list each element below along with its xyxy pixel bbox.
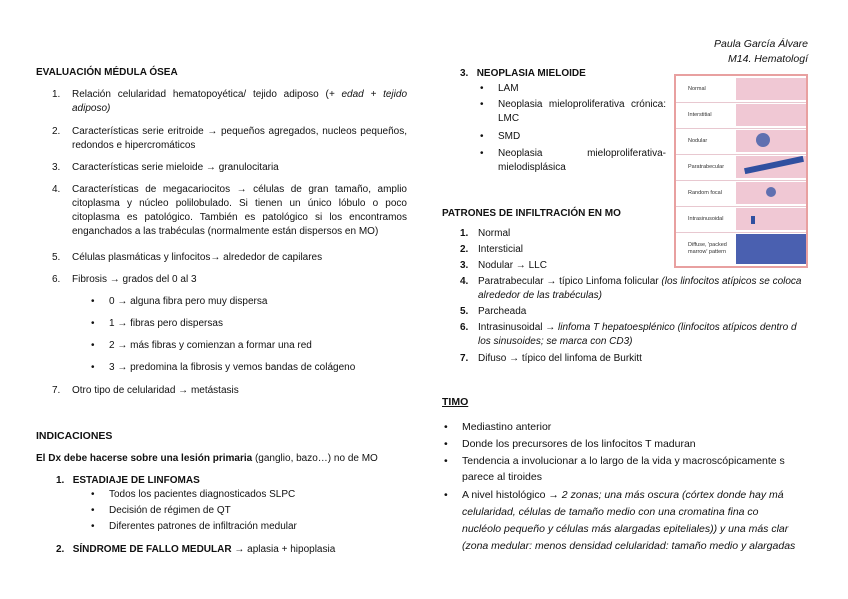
neoplasia-item: • Neoplasia mieloproliferativa-mielodisplásica	[480, 148, 666, 173]
indicaciones-title: INDICACIONES	[36, 430, 113, 442]
estadiaje-heading: 1. ESTADIAJE DE LINFOMAS	[56, 475, 200, 486]
figure-label: Random focal	[688, 190, 722, 196]
estadiaje-item: • Todos los pacientes diagnosticados SLPC	[91, 489, 296, 500]
eval-item: 1. Relación celularidad hematopoyética/ tejido adiposo (+ edad + tejido adiposo)	[52, 89, 408, 114]
eval-item: 5. Células plasmáticas y linfocitos→ alrededor de capilares	[52, 252, 323, 263]
figure-label: Intrasinusoidal	[688, 216, 724, 222]
author-name: Paula García Álvare	[714, 38, 808, 50]
neoplasia-item: • SMD	[480, 131, 521, 142]
eval-item: 6. Fibrosis → grados del 0 al 3	[52, 274, 197, 285]
neoplasia-item: • LAM	[480, 83, 519, 94]
dx-note: El Dx debe hacerse sobre una lesión primaria (ganglio, bazo…) no de MO	[36, 453, 378, 464]
timo-item: • A nivel histológico → 2 zonas; una más oscura (córtex donde hay má celularidad, células de tamaño medio con una cromatina fina co nucléolo pequeño y células más alargadas epiteliales)) y una más clar (zona medular: menos densidad celularidad: tamaño medio y alargadas	[444, 489, 796, 552]
figure-label: Normal	[688, 86, 706, 92]
patron-item: 7. Difuso → típico del linfoma de Burkitt	[460, 353, 642, 364]
patron-item: 4. Paratrabecular → típico Linfoma folicular (los linfocitos atípicos se coloca alrededor de las trabéculas)	[460, 276, 802, 301]
patrones-title: PATRONES DE INFILTRACIÓN EN MO	[442, 208, 621, 219]
figure-label: Interstitial	[688, 112, 712, 118]
fallo-medular-heading: 2. SÍNDROME DE FALLO MEDULAR → aplasia + hipoplasia	[56, 544, 336, 555]
eval-item: 3. Características serie mieloide → granulocitaria	[52, 162, 279, 173]
estadiaje-item: • Decisión de régimen de QT	[91, 505, 231, 516]
author-header	[600, 37, 808, 67]
eval-title: EVALUACIÓN MÉDULA ÓSEA	[36, 67, 178, 78]
timo-item: • Donde los precursores de los linfocitos T maduran	[444, 438, 696, 450]
patron-item: 6. Intrasinusoidal → linfoma T hepatoesplénico (linfocitos atípicos dentro d los sinusoides; se marca con CD3)	[460, 322, 797, 347]
timo-title: TIMO	[442, 396, 469, 408]
patron-item: 2. Intersticial	[460, 244, 524, 255]
patron-item: 3. Nodular → LLC	[460, 260, 547, 271]
neoplasia-item: • Neoplasia mieloproliferativa crónica: LMC	[480, 99, 666, 124]
eval-item: 7. Otro tipo de celularidad → metástasis	[52, 385, 239, 396]
fibrosis-grade: • 3 → predomina la fibrosis y vemos bandas de colágeno	[91, 362, 356, 373]
figure-label: Diffuse, 'packed marrow' pattern	[688, 242, 727, 255]
fibrosis-grade: • 1 → fibras pero dispersas	[91, 318, 223, 329]
figure-label: Nodular	[688, 138, 708, 144]
estadiaje-item: • Diferentes patrones de infiltración medular	[91, 521, 297, 532]
neoplasia-heading: 3. NEOPLASIA MIELOIDE	[460, 68, 586, 79]
timo-item: • Tendencia a involucionar a lo largo de la vida y macroscópicamente s parece al tiroides	[444, 455, 785, 483]
fibrosis-grade: • 2 → más fibras y comienzan a formar una red	[91, 340, 312, 351]
fibrosis-grade: • 0 → alguna fibra pero muy dispersa	[91, 296, 268, 307]
figure-label: Paratrabecular	[688, 164, 725, 170]
course-name: M14. Hematologí	[728, 53, 808, 65]
patron-item: 1. Normal	[460, 228, 511, 239]
timo-item: • Mediastino anterior	[444, 421, 552, 433]
eval-item: 2. Características serie eritroide → pequeños agregados, nucleos pequeños, redondos e hipercromáticos	[52, 126, 407, 151]
patron-item: 5. Parcheada	[460, 306, 527, 317]
eval-item: 4. Características de megacariocitos → células de gran tamaño, amplio citoplasma y núcleo polilobulado. Si tienen un único lóbulo o poco citoplasma es patológico. También es patológico si los encontramos enganchados a las trabéculas (normalmente están dispersos en MO)	[52, 184, 407, 237]
